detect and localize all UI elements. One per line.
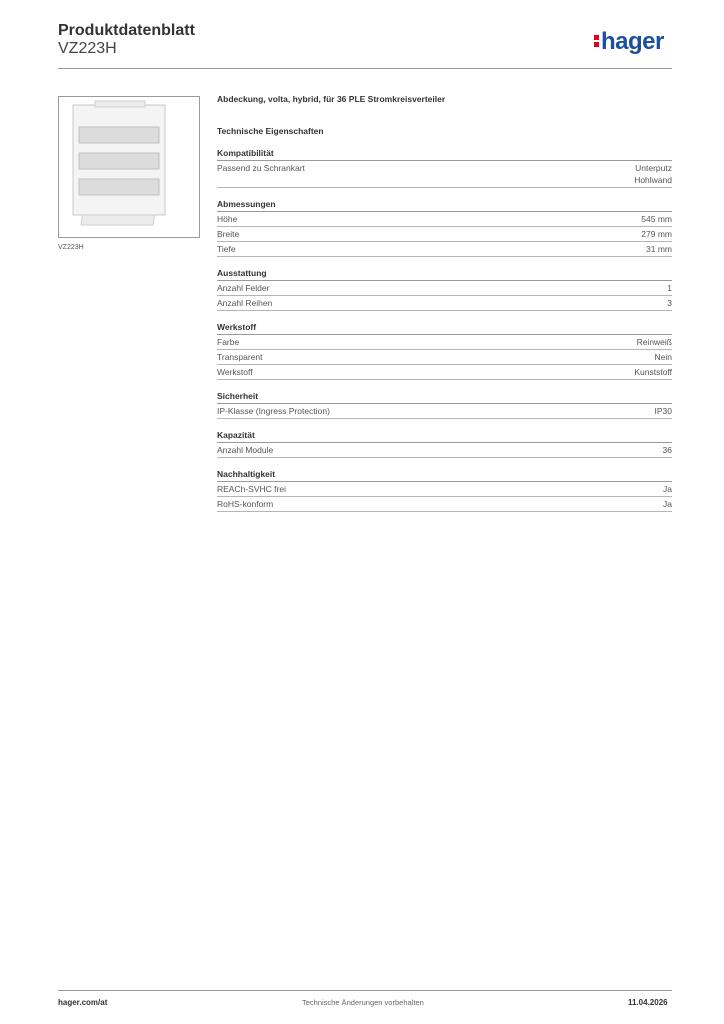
spec-value: 31 mm xyxy=(646,244,672,254)
spec-section xyxy=(217,147,672,188)
section-title: Werkstoff xyxy=(217,321,672,335)
spec-row xyxy=(217,443,672,458)
spec-label: REACh-SVHC frei xyxy=(217,484,286,494)
product-image xyxy=(58,96,200,238)
spec-label: Anzahl Module xyxy=(217,445,274,455)
spec-section xyxy=(217,429,672,458)
spec-row xyxy=(217,404,672,419)
spec-section xyxy=(217,468,672,512)
spec-label: IP-Klasse (Ingress Protection) xyxy=(217,406,330,416)
spec-label: Werkstoff xyxy=(217,367,253,377)
spec-value: 1 xyxy=(667,283,672,293)
spec-section xyxy=(217,198,672,257)
spec-row xyxy=(217,161,672,188)
section-title: Nachhaltigkeit xyxy=(217,468,672,482)
spec-value: Nein xyxy=(654,352,672,362)
spec-label: RoHS-konform xyxy=(217,499,274,509)
spec-label: Tiefe xyxy=(217,244,236,254)
section-title: Kapazität xyxy=(217,429,672,443)
spec-section xyxy=(217,390,672,419)
spec-value: Reinweiß xyxy=(636,337,672,347)
footer-website[interactable]: hager.com/at xyxy=(58,998,108,1007)
spec-section xyxy=(217,267,672,311)
section-title: Kompatibilität xyxy=(217,147,672,161)
spec-sections xyxy=(217,147,672,512)
section-title: Ausstattung xyxy=(217,267,672,281)
spec-label: Anzahl Reihen xyxy=(217,298,273,308)
product-title: Abdeckung, volta, hybrid, für 36 PLE Stromkreisverteiler xyxy=(217,94,446,104)
spec-value: Ja xyxy=(663,499,672,509)
spec-label: Anzahl Felder xyxy=(217,283,270,293)
footer-notice: Technische Änderungen vorbehalten xyxy=(302,998,424,1007)
image-caption: VZ223H xyxy=(58,244,84,251)
logo-text: hager xyxy=(601,28,664,55)
footer-divider xyxy=(58,990,672,991)
product-code: VZ223H xyxy=(58,40,117,57)
spec-row xyxy=(217,227,672,242)
page-title: Produktdatenblatt xyxy=(58,22,195,39)
spec-value: Unterputz Hohlwand xyxy=(634,163,672,185)
spec-row xyxy=(217,350,672,365)
spec-label: Farbe xyxy=(217,337,240,347)
panel-cover-image xyxy=(59,97,199,237)
spec-content xyxy=(217,94,672,522)
spec-row xyxy=(217,482,672,497)
spec-value: Kunststoff xyxy=(634,367,672,377)
spec-section xyxy=(217,321,672,380)
spec-row xyxy=(217,212,672,227)
spec-row xyxy=(217,242,672,257)
spec-row xyxy=(217,281,672,296)
footer-date: 11.04.2026 xyxy=(628,998,668,1007)
header-divider xyxy=(58,68,672,69)
spec-row xyxy=(217,335,672,350)
spec-value: 545 mm xyxy=(641,214,672,224)
spec-label: Höhe xyxy=(217,214,238,224)
tech-heading: Technische Eigenschaften xyxy=(217,126,324,136)
spec-label: Passend zu Schrankart xyxy=(217,163,305,173)
hager-logo xyxy=(594,28,664,56)
spec-value: IP30 xyxy=(654,406,672,416)
logo-dots-icon xyxy=(594,33,600,49)
spec-row xyxy=(217,296,672,311)
spec-value: Ja xyxy=(663,484,672,494)
spec-value: 3 xyxy=(667,298,672,308)
spec-row xyxy=(217,365,672,380)
spec-value: 279 mm xyxy=(641,229,672,239)
section-title: Abmessungen xyxy=(217,198,672,212)
spec-value: 36 xyxy=(662,445,672,455)
section-title: Sicherheit xyxy=(217,390,672,404)
spec-label: Transparent xyxy=(217,352,263,362)
spec-label: Breite xyxy=(217,229,240,239)
spec-row xyxy=(217,497,672,512)
